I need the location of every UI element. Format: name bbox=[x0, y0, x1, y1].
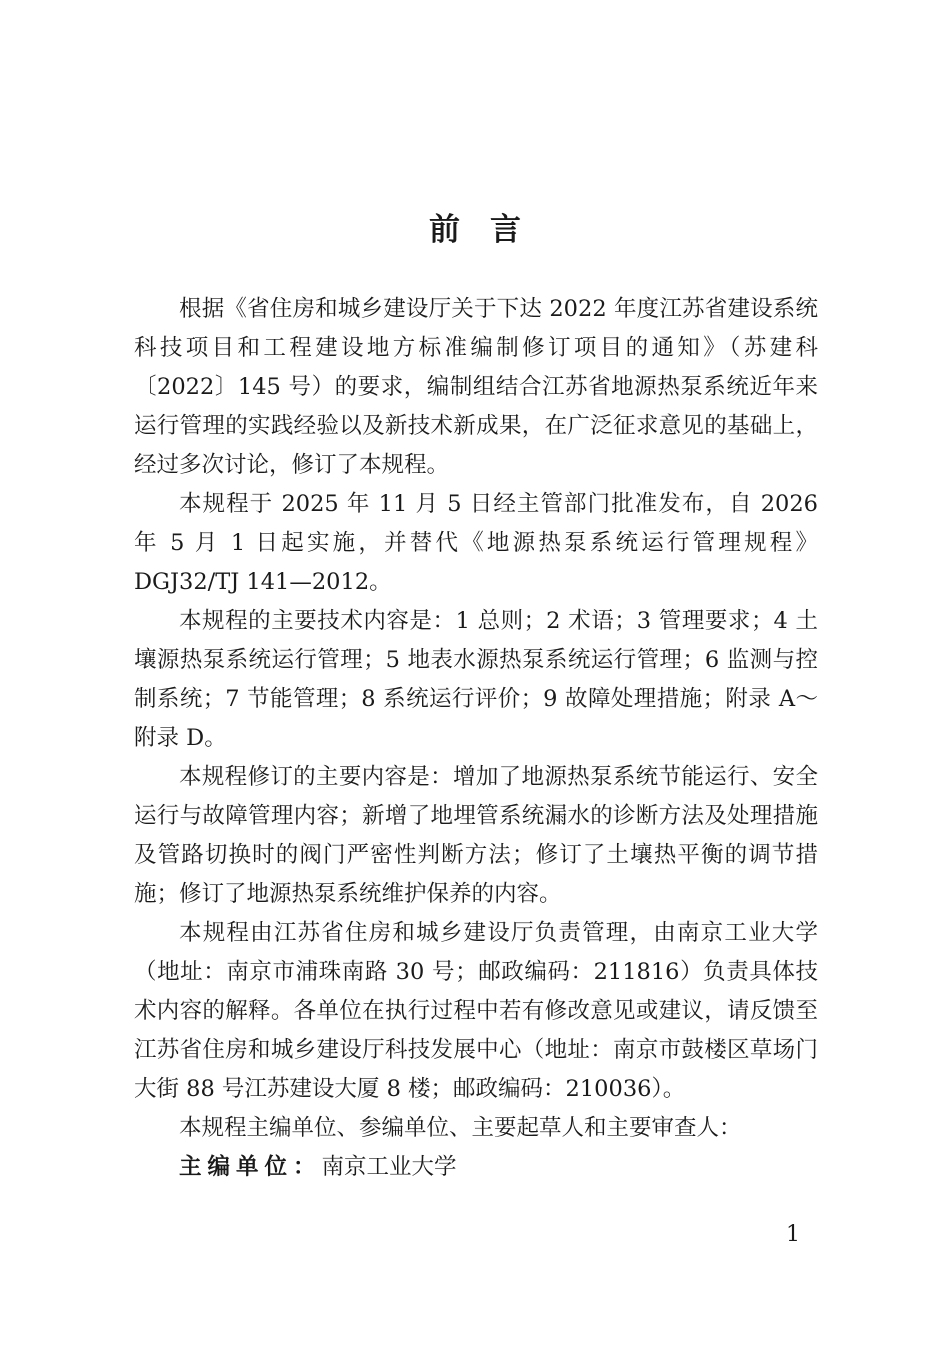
chief-editor-label: 主编单位： bbox=[179, 1154, 322, 1180]
paragraph-basis: 根据《省住房和城乡建设厅关于下达 2022 年度江苏省建设系统科技项目和工程建设地方标准编制修订项目的通知》（苏建科〔2022〕145 号）的要求，编制组结合江苏省地源热泵系统近年来运行管理的实践经验以及新技术新成果，在广泛征求意见的基础上，经过多次讨论，修订了本规程。 bbox=[134, 296, 818, 478]
paragraph-units-intro: 本规程主编单位、参编单位、主要起草人和主要审查人： bbox=[179, 1115, 742, 1141]
preface-body bbox=[134, 290, 818, 1187]
paragraph-effective-date: 本规程于 2025 年 11 月 5 日经主管部门批准发布，自 2026 年 5 月 1 日起实施，并替代《地源热泵系统运行管理规程》DGJ32/TJ 141—2012。 bbox=[134, 491, 818, 595]
chief-editor-value: 南京工业大学 bbox=[321, 1154, 457, 1180]
paragraph-management: 本规程由江苏省住房和城乡建设厅负责管理，由南京工业大学（地址：南京市浦珠南路 30 号；邮政编码：211816）负责具体技术内容的解释。各单位在执行过程中若有修改意见或建议，请反馈至江苏省住房和城乡建设厅科技发展中心（地址：南京市鼓楼区草场门大街 88 号江苏建设大厦 8 楼；邮政编码：210036）。 bbox=[134, 920, 818, 1102]
page-title: 前言 bbox=[429, 212, 551, 248]
paragraph-main-contents: 本规程的主要技术内容是：1 总则；2 术语；3 管理要求；4 土壤源热泵系统运行管理；5 地表水源热泵系统运行管理；6 监测与控制系统；7 节能管理；8 系统运行评价；9 故障处理措施；附录 A～附录 D。 bbox=[134, 608, 818, 751]
page-number: 1 bbox=[786, 1222, 800, 1247]
chief-editor-line bbox=[134, 1148, 818, 1187]
paragraph-revision-contents: 本规程修订的主要内容是：增加了地源热泵系统节能运行、安全运行与故障管理内容；新增了地埋管系统漏水的诊断方法及处理措施及管路切换时的阀门严密性判断方法；修订了土壤热平衡的调节措施；修订了地源热泵系统维护保养的内容。 bbox=[134, 764, 818, 907]
